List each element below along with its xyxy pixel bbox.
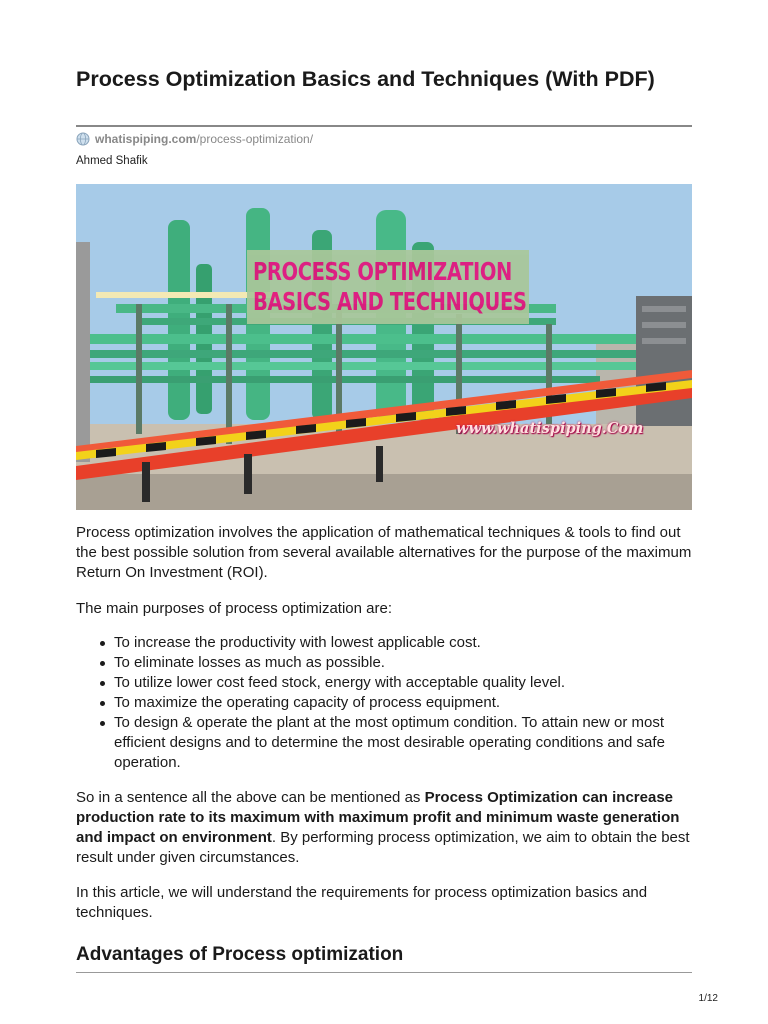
summary-paragraph bbox=[76, 788, 692, 868]
list-item: To increase the productivity with lowest applicable cost. bbox=[114, 633, 692, 653]
source-path[interactable]: /process-optimization/ bbox=[196, 132, 314, 146]
hero-banner bbox=[247, 250, 529, 324]
hero-watermark: www.whatispiping.Com bbox=[456, 420, 644, 437]
purposes-heading: The main purposes of process optimization are: bbox=[76, 600, 392, 617]
section-divider bbox=[76, 972, 692, 973]
purposes-list bbox=[76, 633, 692, 773]
section-heading: Advantages of Process optimization bbox=[76, 944, 404, 965]
author-name: Ahmed Shafik bbox=[76, 155, 148, 167]
scope-paragraph: In this article, we will understand the requirements for process optimization basics and techniques. bbox=[76, 884, 648, 921]
page-number: 1/12 bbox=[698, 993, 718, 1004]
list-item: To maximize the operating capacity of process equipment. bbox=[114, 693, 692, 713]
source-url[interactable] bbox=[76, 131, 313, 147]
summary-prefix: So in a sentence all the above can be mentioned as bbox=[76, 789, 425, 806]
hero-banner-line1: PROCESS OPTIMIZATION bbox=[253, 257, 512, 286]
intro-paragraph: Process optimization involves the application of mathematical techniques & tools to find out the best possible solution from several available alternatives for the purpose of the maximum Return On Investment (ROI). bbox=[76, 524, 692, 581]
source-domain[interactable]: whatispiping.com bbox=[95, 132, 197, 146]
hero-banner-line2: BASICS AND TECHNIQUES bbox=[253, 287, 527, 316]
summary-suffix: . By performing process optimization, we aim to obtain the best result under given circumstances. bbox=[76, 829, 690, 866]
refinery-illustration bbox=[76, 184, 692, 510]
hero-image bbox=[76, 184, 692, 510]
list-item: To eliminate losses as much as possible. bbox=[114, 653, 692, 673]
list-item: To design & operate the plant at the most optimum condition. To attain new or most efficient designs and to determine the most desirable operating conditions and safe operation. bbox=[114, 713, 692, 773]
summary-bold: Process Optimization can increase production rate to its maximum with maximum profit and minimum waste generation and impact on environment bbox=[76, 789, 680, 846]
list-item: To utilize lower cost feed stock, energy with acceptable quality level. bbox=[114, 673, 692, 693]
title-divider bbox=[76, 125, 692, 127]
globe-icon bbox=[76, 132, 90, 146]
page-title: Process Optimization Basics and Techniques (With PDF) bbox=[76, 67, 655, 91]
